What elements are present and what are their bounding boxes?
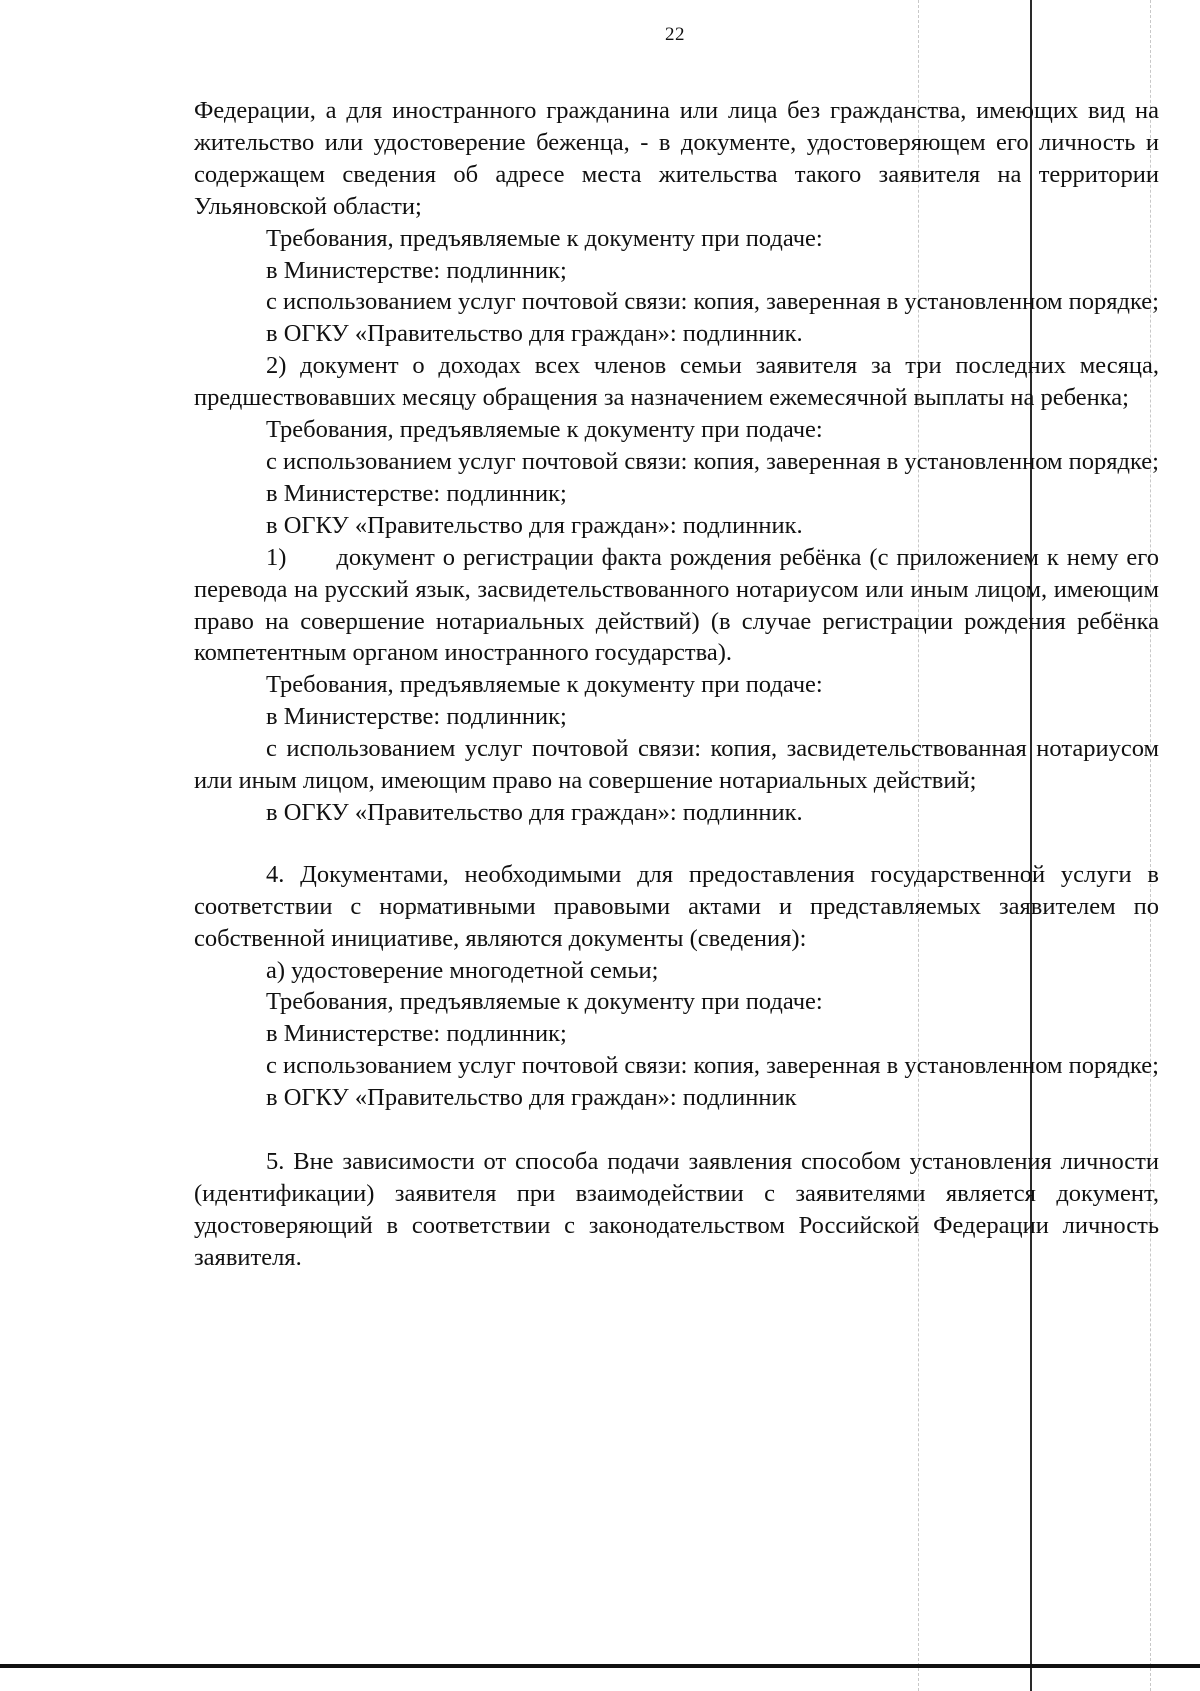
paragraph: с использованием услуг почтовой связи: копия, заверенная в установленном порядке;	[266, 1052, 1159, 1080]
list-marker: 1)	[266, 543, 287, 571]
page-number: 22	[665, 24, 685, 45]
paragraph-spacer	[194, 829, 1159, 859]
paragraph-spacer	[194, 1114, 1159, 1146]
paragraph: в Министерстве: подлинник;	[266, 1020, 567, 1048]
paragraph: Требования, предъявляемые к документу при подаче:	[266, 416, 823, 444]
paragraph: Требования, предъявляемые к документу при подаче:	[266, 224, 823, 252]
paragraph: в Министерстве: подлинник;	[266, 479, 567, 507]
paragraph: в Министерстве: подлинник;	[266, 703, 567, 731]
paragraph: в Министерстве: подлинник;	[266, 256, 567, 284]
paragraph: в ОГКУ «Правительство для граждан»: подлинник.	[266, 511, 803, 539]
paragraph: Требования, предъявляемые к документу при подаче:	[266, 988, 823, 1016]
paragraph-text: документ о регистрации факта рождения ребёнка (с приложением к нему его перевода на русский язык, засвидетельствованного нотариусом или иным лицом, имеющим право на совершение нотариальных действий) (в случае регистрации рождения ребёнка компетентным органом иностранного государства).	[194, 543, 1159, 667]
paragraph: в ОГКУ «Правительство для граждан»: подлинник.	[266, 320, 803, 348]
scan-artifact-bottom-line	[0, 1664, 1200, 1668]
paragraph: 4. Документами, необходимыми для предоставления государственной услуги в соответствии с нормативными правовыми актами и представляемых заявителем по собственной инициативе, являются документы (сведения):	[194, 860, 1159, 952]
paragraph: с использованием услуг почтовой связи: копия, заверенная в установленном порядке;	[266, 447, 1159, 475]
paragraph: с использованием услуг почтовой связи: копия, заверенная в установленном порядке;	[266, 288, 1159, 316]
paragraph: Требования, предъявляемые к документу при подаче:	[266, 671, 823, 699]
paragraph: 5. Вне зависимости от способа подачи заявления способом установления личности (идентификации) заявителя при взаимодействии с заявителями является документ, удостоверяющий в соответствии с законодательством Российской Федерации личность заявителя.	[194, 1148, 1159, 1271]
paragraph: с использованием услуг почтовой связи: копия, засвидетельствованная нотариусом или иным лицом, имеющим право на совершение нотариальных действий;	[194, 735, 1159, 795]
document-body	[194, 95, 1159, 1274]
paragraph: в ОГКУ «Правительство для граждан»: подлинник.	[266, 798, 803, 826]
paragraph: 2) документ о доходах всех членов семьи заявителя за три последних месяца, предшествовавших месяцу обращения за назначением ежемесячной выплаты на ребенка;	[194, 352, 1159, 412]
paragraph: в ОГКУ «Правительство для граждан»: подлинник	[266, 1084, 797, 1112]
paragraph	[194, 542, 1159, 670]
paragraph: а) удостоверение многодетной семьи;	[266, 956, 659, 984]
paragraph: Федерации, а для иностранного гражданина или лица без гражданства, имеющих вид на жительство или удостоверение беженца, - в документе, удостоверяющем его личность и содержащем сведения об адресе места жительства такого заявителя на территории Ульяновской области;	[194, 97, 1159, 220]
